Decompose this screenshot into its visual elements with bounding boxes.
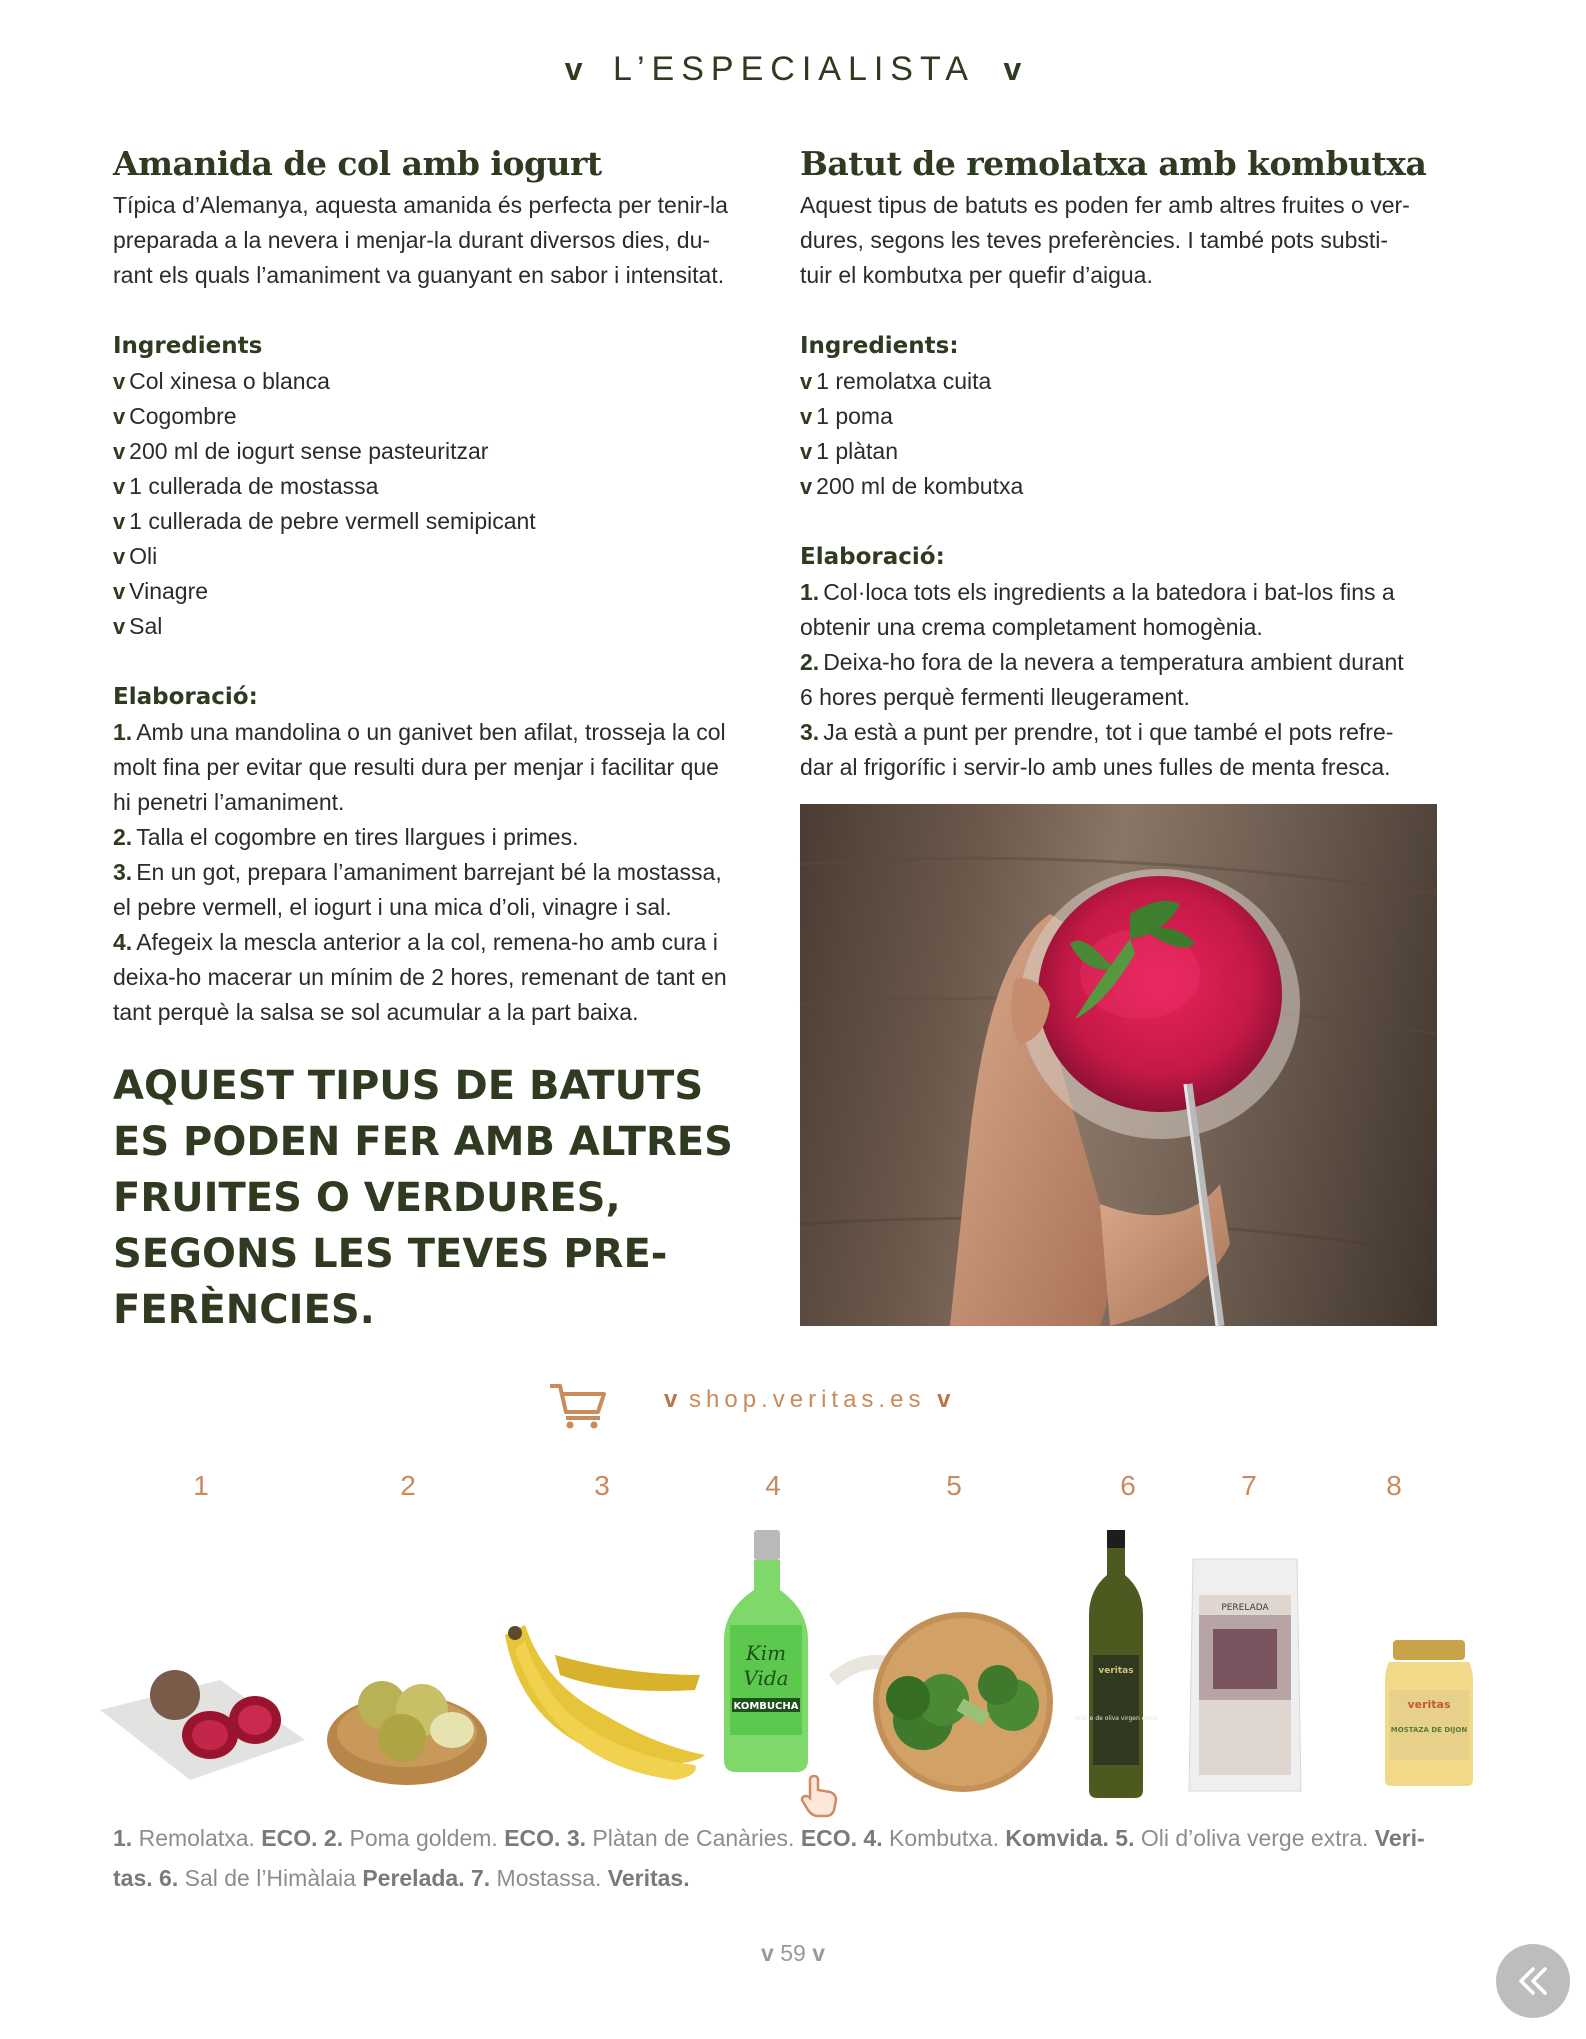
product-number: 4	[765, 1470, 781, 1501]
cart-icon[interactable]	[548, 1380, 608, 1430]
caption-segment: Mostassa.	[490, 1865, 608, 1891]
caption-segment: ECO. 4.	[800, 1825, 883, 1851]
step-line: 3. En un got, prepara l’amaniment barrejant bé la mostassa,	[113, 859, 722, 885]
step-number: 1.	[113, 719, 133, 745]
mustard-jar-image[interactable]	[1383, 1640, 1475, 1788]
intro-line: preparada a la nevera i menjar-la durant diversos dies, du-	[113, 227, 711, 253]
caption-segment: ECO. 2.	[261, 1825, 344, 1851]
list-item: v 1 cullerada de mostassa	[113, 469, 753, 504]
bananas-image[interactable]	[495, 1615, 710, 1790]
step-line: molt fina per evitar que resulti dura per menjar i facilitar que	[113, 754, 719, 780]
section-title: L’ESPECIALISTA	[612, 50, 974, 88]
step-line: el pebre vermell, el iogurt i una mica d’oli, vinagre i sal.	[113, 894, 672, 920]
page-number-value: 59	[780, 1940, 806, 1966]
shop-link[interactable]	[664, 1386, 950, 1414]
beetroot-image[interactable]	[90, 1640, 310, 1790]
check-icon: v	[113, 614, 126, 639]
list-item: v Col xinesa o blanca	[113, 364, 753, 399]
product-caption	[113, 1818, 1433, 1898]
recipe-title: Batut de remolatxa amb kombutxa	[800, 144, 1427, 183]
product-number: 1	[193, 1470, 209, 1501]
quote-line: FRUITES O VERDURES,	[113, 1175, 621, 1221]
quote-line: AQUEST TIPUS DE BATUTS	[113, 1063, 704, 1109]
step-line: deixa-ho macerar un mínim de 2 hores, remenant de tant en	[113, 964, 727, 990]
caption-segment: Oli d’oliva verge extra.	[1134, 1825, 1375, 1851]
caption-segment: Perelada. 7.	[362, 1865, 491, 1891]
check-icon: v	[800, 369, 813, 394]
quote-line: ES PODEN FER AMB ALTRES	[113, 1119, 733, 1165]
salt-brand: PERELADA	[1221, 1603, 1269, 1613]
caption-segment: Plàtan de Canàries.	[586, 1825, 801, 1851]
check-icon: v	[113, 579, 126, 604]
olive-oil-bottle-image[interactable]	[1074, 1530, 1158, 1800]
caption-line	[113, 1818, 1433, 1858]
step-line: hi penetri l’amaniment.	[113, 789, 345, 815]
back-button[interactable]	[1496, 1944, 1570, 2018]
shop-mark-left: v	[664, 1386, 678, 1413]
smoothie-illustration	[800, 804, 1437, 1326]
product-number: 8	[1386, 1470, 1402, 1501]
product-number: 6	[1120, 1470, 1136, 1501]
oil-brand: veritas	[1098, 1666, 1134, 1676]
shop-row	[0, 1376, 1586, 1432]
list-item: v 1 remolatxa cuita	[800, 364, 1440, 399]
kombucha-label-text: Vida	[743, 1666, 789, 1690]
caption-segment: Komvida. 5.	[1005, 1825, 1135, 1851]
kombucha-label-text: Kim	[745, 1641, 787, 1665]
check-icon: v	[113, 404, 126, 429]
mustard-brand: veritas	[1407, 1698, 1451, 1711]
caption-segment: Remolatxa.	[132, 1825, 262, 1851]
product-number: 2	[400, 1470, 416, 1501]
caption-segment: 1.	[113, 1825, 133, 1851]
recipe-intro	[800, 188, 1440, 293]
smoothie-photo	[800, 804, 1437, 1326]
caption-segment: Sal de l’Himàlaia	[178, 1865, 363, 1891]
pull-quote	[113, 1058, 733, 1338]
step-number: 3.	[113, 859, 133, 885]
ingredients-list	[113, 364, 753, 644]
header-mark-left: v	[564, 51, 583, 87]
list-item: v 200 ml de kombutxa	[800, 469, 1440, 504]
quote-line: SEGONS LES TEVES PRE-	[113, 1231, 668, 1277]
caption-segment: Kombutxa.	[882, 1825, 1006, 1851]
step-line: obtenir una crema completament homogènia.	[800, 614, 1263, 640]
list-item: v 1 plàtan	[800, 434, 1440, 469]
step-number: 2.	[800, 649, 820, 675]
steps-list	[800, 575, 1440, 785]
list-item: v Sal	[113, 609, 753, 644]
apples-image[interactable]	[322, 1660, 492, 1790]
product-number: 3	[594, 1470, 610, 1501]
check-icon: v	[800, 439, 813, 464]
caption-line	[113, 1858, 1433, 1898]
page-mark-left: v	[761, 1940, 774, 1966]
ingredients-list	[800, 364, 1440, 504]
list-item: v 1 poma	[800, 399, 1440, 434]
product-number: 5	[946, 1470, 962, 1501]
step-line: 4. Afegeix la mescla anterior a la col, remena-ho amb cura i	[113, 929, 718, 955]
steps-heading: Elaboració:	[113, 684, 258, 710]
shop-url: shop.veritas.es	[689, 1386, 926, 1413]
kombucha-brand: KOMBUCHA	[733, 1701, 799, 1712]
step-line: dar al frigorífic i servir-lo amb unes fulles de menta fresca.	[800, 754, 1391, 780]
recipe-title: Amanida de col amb iogurt	[113, 144, 602, 183]
check-icon: v	[113, 439, 126, 464]
kombucha-bottle-image[interactable]	[718, 1530, 814, 1775]
step-number: 1.	[800, 579, 820, 605]
recipe-intro	[113, 188, 753, 293]
list-item: v 1 cullerada de pebre vermell semipicant	[113, 504, 753, 539]
step-number: 4.	[113, 929, 133, 955]
step-number: 3.	[800, 719, 820, 745]
check-icon: v	[113, 509, 126, 534]
step-line: 6 hores perquè fermenti lleugerament.	[800, 684, 1190, 710]
step-line: 2. Deixa-ho fora de la nevera a temperatura ambient durant	[800, 649, 1404, 675]
oil-label-text: Aceite de oliva virgen extra	[1074, 1715, 1158, 1722]
intro-line: rant els quals l’amaniment va guanyant en sabor i intensitat.	[113, 262, 725, 288]
caption-segment: Veritas.	[607, 1865, 690, 1891]
ingredients-heading: Ingredients:	[800, 333, 959, 359]
intro-line: Típica d’Alemanya, aquesta amanida és perfecta per tenir-la	[113, 192, 728, 218]
list-item: v 200 ml de iogurt sense pasteuritzar	[113, 434, 753, 469]
ingredients-heading: Ingredients	[113, 333, 263, 359]
mustard-label-text: MOSTAZA DE DIJON	[1390, 1726, 1468, 1734]
step-line: 1. Amb una mandolina o un ganivet ben afilat, trosseja la col	[113, 719, 726, 745]
page-number	[0, 1940, 1586, 1967]
step-line: 3. Ja està a punt per prendre, tot i que també el pots refre-	[800, 719, 1394, 745]
section-header	[0, 50, 1586, 89]
step-line: 1. Col·loca tots els ingredients a la batedora i bat-los fins a	[800, 579, 1395, 605]
broccoli-image[interactable]	[828, 1610, 1073, 1795]
page-mark-right: v	[812, 1940, 825, 1966]
caption-segment: Poma goldem.	[343, 1825, 505, 1851]
salt-bag-image[interactable]	[1185, 1555, 1305, 1795]
left-recipe	[113, 140, 753, 1030]
step-number: 2.	[113, 824, 133, 850]
caption-segment: tas. 6.	[113, 1865, 179, 1891]
steps-list	[113, 715, 753, 1030]
right-recipe	[800, 140, 1440, 785]
shop-mark-right: v	[937, 1386, 951, 1413]
check-icon: v	[113, 474, 126, 499]
step-line: 2. Talla el cogombre en tires llargues i primes.	[113, 824, 579, 850]
steps-heading: Elaboració:	[800, 544, 945, 570]
product-number: 7	[1241, 1470, 1257, 1501]
list-item: v Oli	[113, 539, 753, 574]
list-item: v Vinagre	[113, 574, 753, 609]
intro-line: dures, segons les teves preferències. I també pots substi-	[800, 227, 1389, 253]
check-icon: v	[800, 404, 813, 429]
header-mark-right: v	[1003, 51, 1022, 87]
double-chevron-left-icon	[1513, 1961, 1553, 2001]
product-strip	[90, 1530, 1520, 1820]
check-icon: v	[800, 474, 813, 499]
step-line: tant perquè la salsa se sol acumular a la part baixa.	[113, 999, 639, 1025]
caption-segment: Veri-	[1374, 1825, 1425, 1851]
list-item: v Cogombre	[113, 399, 753, 434]
check-icon: v	[113, 369, 126, 394]
intro-line: tuir el kombutxa per quefir d’aigua.	[800, 262, 1153, 288]
quote-line: FERÈNCIES.	[113, 1287, 375, 1333]
caption-segment: ECO. 3.	[504, 1825, 587, 1851]
intro-line: Aquest tipus de batuts es poden fer amb altres fruites o ver-	[800, 192, 1410, 218]
check-icon: v	[113, 544, 126, 569]
